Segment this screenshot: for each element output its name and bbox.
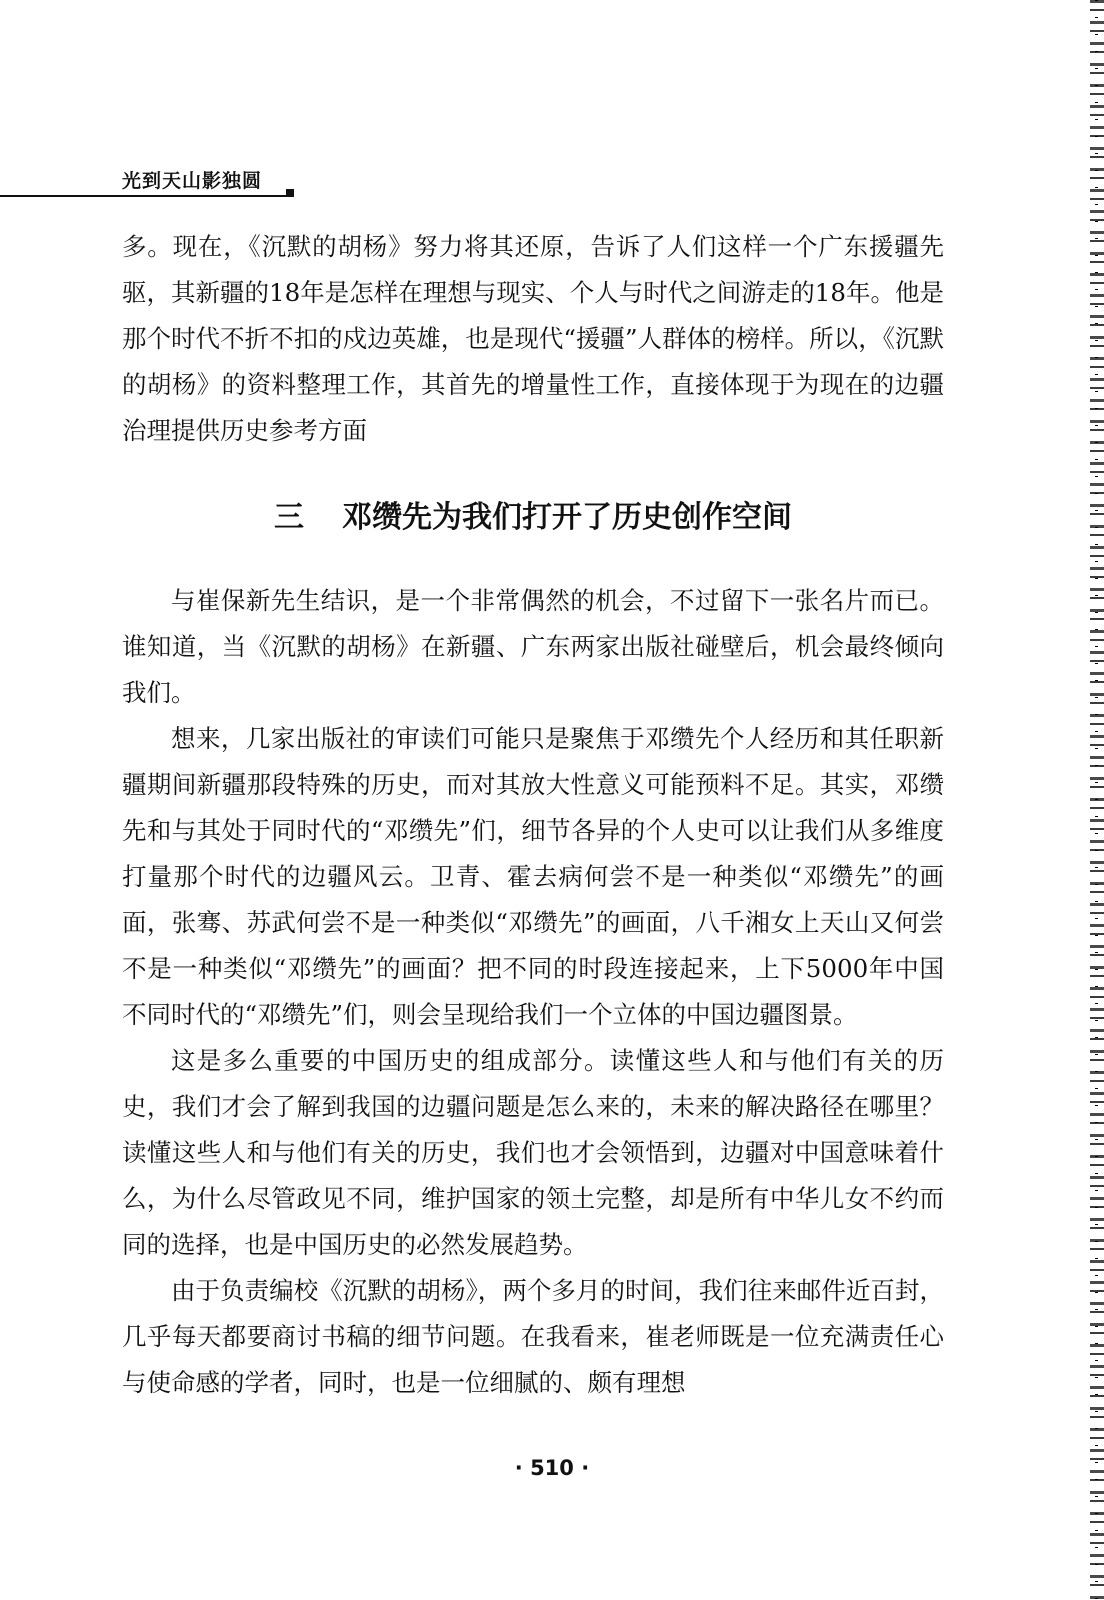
page-number: · 510 · — [514, 1456, 590, 1480]
paragraph: 想来，几家出版社的审读们可能只是聚焦于邓缵先个人经历和其任职新疆期间新疆那段特殊的历史，而对其放大性意义可能预料不足。其实，邓缵先和与其处于同时代的“邓缵先”们，细节各异的个人史可以让我们从多维度打量那个时代的边疆风云。卫青、霍去病何尝不是一种类似“邓缵先”的画面，张骞、苏武何尝不是一种类似“邓缵先”的画面，八千湘女上天山又何尝不是一种类似“邓缵先”的画面？把不同的时段连接起来，上下5000年中国不同时代的“邓缵先”们，则会呈现给我们一个立体的中国边疆图景。 — [122, 724, 944, 1029]
section-heading — [122, 498, 944, 538]
section-number: 三 — [274, 500, 304, 535]
paragraph: 这是多么重要的中国历史的组成部分。读懂这些人和与他们有关的历史，我们才会了解到我国的边疆问题是怎么来的，未来的解决路径在哪里？读懂这些人和与他们有关的历史，我们也才会领悟到，边疆对中国意味着什么，为什么尽管政见不同，维护国家的领土完整，却是所有中华儿女不约而同的选择，也是中国历史的必然发展趋势。 — [122, 1046, 944, 1259]
paragraph-continued: 多。现在，《沉默的胡杨》努力将其还原，告诉了人们这样一个广东援疆先驱，其新疆的18年是怎样在理想与现实、个人与时代之间游走的18年。他是那个时代不折不扣的戍边英雄，也是现代“援疆”人群体的榜样。所以，《沉默的胡杨》的资料整理工作，其首先的增量性工作，直接体现于为现在的边疆治理提供历史参考方面 — [122, 232, 944, 445]
header-rule — [0, 195, 288, 197]
scan-edge-marks — [1095, 0, 1098, 1600]
page-content — [122, 224, 944, 1406]
paragraph: 与崔保新先生结识，是一个非常偶然的机会，不过留下一张名片而已。谁知道，当《沉默的胡杨》在新疆、广东两家出版社碰壁后，机会最终倾向我们。 — [122, 586, 944, 707]
header-square-mark — [286, 189, 294, 197]
running-title: 光到天山影独圆 — [122, 170, 263, 192]
section-title: 邓缵先为我们打开了历史创作空间 — [342, 500, 792, 535]
paragraph: 由于负责编校《沉默的胡杨》，两个多月的时间，我们往来邮件近百封，几乎每天都要商讨书稿的细节问题。在我看来，崔老师既是一位充满责任心与使命感的学者，同时，也是一位细腻的、颇有理想 — [122, 1276, 944, 1397]
running-header — [0, 160, 292, 198]
